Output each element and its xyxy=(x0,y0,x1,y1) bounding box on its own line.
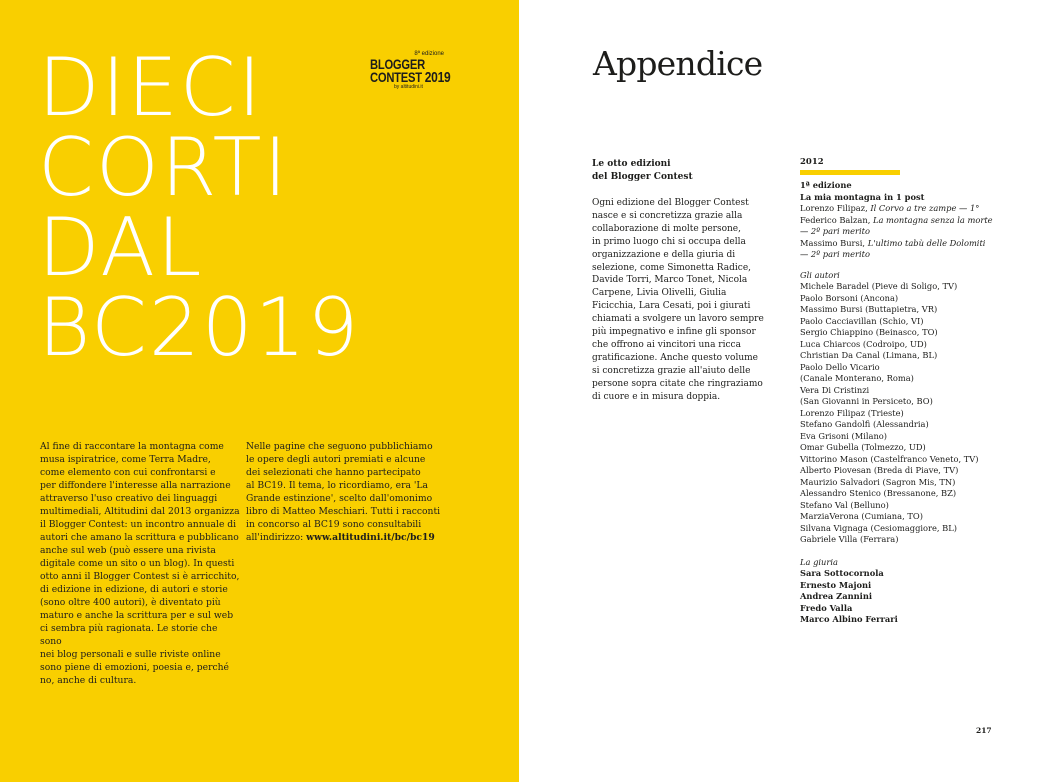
body-line: che offrono ai vincitori una ricca xyxy=(592,339,741,350)
logo-by: by altitudini.it xyxy=(394,84,423,90)
jury-member: Marco Albino Ferrari xyxy=(800,614,898,624)
body-line: si concretizza grazie all'aiuto delle xyxy=(592,365,751,376)
col2-line: dei selezionati che hanno partecipato xyxy=(246,467,421,478)
bc19-url-link[interactable]: www.altitudini.it/bc/bc19 xyxy=(306,532,435,543)
jury-member: Andrea Zannini xyxy=(800,591,873,601)
author-item: Massimo Bursi (Buttapietra, VR) xyxy=(800,304,938,314)
col1-line: multimediali, Altitudini dal 2013 organizza xyxy=(40,506,240,517)
authors-label: Gli autori xyxy=(800,269,840,280)
winner-row xyxy=(800,237,986,250)
author-item: Gabriele Villa (Ferrara) xyxy=(800,534,899,544)
jury-member: Fredo Valla xyxy=(800,602,853,613)
big-title xyxy=(38,41,361,374)
col1-line: maturo e anche la scrittura per e sul web xyxy=(40,610,234,621)
logo-line-blogger: BLOGGER xyxy=(370,56,425,72)
col1-line: anche sul web (può essere una rivista xyxy=(40,545,216,556)
author-item: Sergio Chiappino (Beinasco, TO) xyxy=(800,327,938,337)
body-line: Ogni edizione del Blogger Contest xyxy=(592,198,749,208)
jury-member: Ernesto Majoni xyxy=(800,579,872,590)
logo-contest-word: CONTEST xyxy=(370,69,422,85)
author-item: (San Giovanni in Persiceto, BO) xyxy=(800,396,933,406)
edition-2012-list xyxy=(800,180,993,626)
title-line-2: CORTI xyxy=(38,121,290,214)
jury-member: Sara Sottocornola xyxy=(800,568,884,578)
body-line: in primo luogo chi si occupa della xyxy=(592,236,746,247)
logo-line-contest xyxy=(370,69,451,86)
winner-row xyxy=(800,203,980,215)
intro-column-1 xyxy=(40,440,240,687)
author-item: Omar Gubella (Tolmezzo, UD) xyxy=(800,442,926,452)
winner-work: Il Corvo a tre zampe — 1° xyxy=(870,203,980,213)
author-item: Alessandro Stenico (Bressanone, BZ) xyxy=(800,488,957,498)
year-label: 2012 xyxy=(800,157,824,167)
body-line: Carpene, Livia Olivelli, Giulia xyxy=(592,288,727,299)
body-line: più impegnativo e infine gli sponsor xyxy=(592,327,756,338)
col1-line: di edizione in edizione, di autori e storie xyxy=(40,584,228,595)
author-item: Alberto Piovesan (Breda di Piave, TV) xyxy=(800,465,959,475)
page-number: 217 xyxy=(976,726,992,735)
col1-line: (sono oltre 400 autori), è diventato più xyxy=(40,597,221,608)
body-line: chiamati a svolgere un lavoro sempre xyxy=(592,314,764,325)
col1-line: no, anche di cultura. xyxy=(40,675,137,686)
winner-name: Massimo Bursi, xyxy=(800,237,868,248)
logo-edition: 8ª edizione xyxy=(414,51,444,57)
col1-line: Al fine di raccontare la montagna come xyxy=(40,441,224,452)
col1-line: attraverso l'uso creativo dei linguaggi xyxy=(40,493,218,504)
author-item: MarziaVerona (Cumiana, TO) xyxy=(800,511,923,521)
title-line-1: DIECI xyxy=(38,41,264,134)
col1-line: ci sembra più ragionata. Le storie che sono xyxy=(40,623,218,647)
body-line: di cuore e in misura doppia. xyxy=(592,391,721,402)
col2-line: in concorso al BC19 sono consultabili xyxy=(246,519,422,530)
col1-line: come elemento con cui confrontarsi e xyxy=(40,467,216,478)
winner-work: L'ultimo tabù delle Dolomiti xyxy=(867,237,986,248)
author-item: Paolo Dello Vicario xyxy=(800,361,880,372)
author-item: Lorenzo Filipaz (Trieste) xyxy=(800,407,904,418)
body-line: selezione, come Simonetta Radice, xyxy=(592,262,752,273)
winner-rank: — 2º pari merito xyxy=(800,249,870,259)
body-line: Davide Torri, Marco Tonet, Nicola xyxy=(592,275,748,286)
body-line: gratificazione. Anche questo volume xyxy=(592,352,758,363)
col1-line: il Blogger Contest: un incontro annuale di xyxy=(40,519,237,530)
author-item: Silvana Vignaga (Cesiomaggiore, BL) xyxy=(800,522,958,533)
col2-line: al BC19. Il tema, lo ricordiamo, era 'La xyxy=(246,480,428,491)
author-item: Michele Baradel (Pieve di Soligo, TV) xyxy=(800,281,958,291)
col1-line: nei blog personali e sulle riviste online xyxy=(40,649,221,660)
logo-year: 2019 xyxy=(424,69,451,86)
body-line: organizzazione e della giuria di xyxy=(592,249,736,260)
year-underline-bar xyxy=(800,170,900,175)
spacer xyxy=(800,546,980,557)
col2-last-line xyxy=(246,531,446,544)
edition-label: 1ª edizione xyxy=(800,180,852,190)
appendice-title: Appendice xyxy=(593,44,763,83)
intro-column-2 xyxy=(246,440,446,544)
author-item: Luca Chiarcos (Codroipo, UD) xyxy=(800,338,927,349)
author-item: (Canale Monterano, Roma) xyxy=(800,373,914,383)
section-heading xyxy=(592,158,693,184)
winner-row xyxy=(800,214,993,227)
section-heading-line-1: Le otto edizioni xyxy=(592,159,671,169)
body-line: Ficicchia, Lara Cesati, poi i giurati xyxy=(592,301,751,312)
winner-name: Lorenzo Filipaz, xyxy=(800,203,871,213)
author-item: Vera Di Cristinzi xyxy=(800,384,870,395)
col2-line: Nelle pagine che seguono pubblichiamo xyxy=(246,441,433,452)
col1-line: musa ispiratrice, come Terra Madre, xyxy=(40,454,211,465)
author-item: Stefano Gandolfi (Alessandria) xyxy=(800,419,929,429)
author-item: Vittorino Mason (Castelfranco Veneto, TV) xyxy=(800,453,979,464)
col2-line: libro di Matteo Meschiari. Tutti i racconti xyxy=(246,506,441,517)
author-item: Christian Da Canal (Limana, BL) xyxy=(800,350,938,360)
col2-line: Grande estinzione', scelto dall'omonimo xyxy=(246,493,433,504)
winner-name: Federico Balzan, xyxy=(800,214,873,225)
jury-label: La giuria xyxy=(800,556,838,567)
author-item: Maurizio Salvadori (Sagron Mis, TN) xyxy=(800,476,956,487)
author-item: Paolo Borsoni (Ancona) xyxy=(800,292,899,303)
col1-line: digitale come un sito o un blog). In questi xyxy=(40,558,235,569)
col1-line: sono piene di emozioni, poesia e, perché xyxy=(40,662,229,673)
section-heading-line-2: del Blogger Contest xyxy=(592,172,693,182)
spacer xyxy=(800,261,980,270)
col2-line: le opere degli autori premiati e alcune xyxy=(246,454,426,465)
author-item: Stefano Val (Belluno) xyxy=(800,499,889,510)
blogger-contest-logo xyxy=(370,50,452,91)
appendice-body xyxy=(592,197,780,404)
title-line-3: DAL xyxy=(38,201,204,294)
winner-rank: — 2º pari merito xyxy=(800,226,870,236)
col1-line: autori che amano la scrittura e pubblicano xyxy=(40,532,239,543)
col1-line: per diffondere l'interesse alla narrazione xyxy=(40,480,231,491)
col2-url-prefix: all'indirizzo: xyxy=(246,532,307,543)
body-line: nasce e si concretizza grazie alla xyxy=(592,210,743,221)
body-line: persone sopra citate che ringraziamo xyxy=(592,378,763,389)
contest-title: La mia montagna in 1 post xyxy=(800,191,925,202)
title-line-4: BC2019 xyxy=(38,281,361,374)
author-item: Paolo Cacciavillan (Schio, VI) xyxy=(800,315,924,326)
author-item: Eva Grisoni (Milano) xyxy=(800,430,888,441)
col1-line: otto anni il Blogger Contest si è arricchito, xyxy=(40,571,240,582)
body-line: collaborazione di molte persone, xyxy=(592,223,741,234)
winner-work: La montagna senza la morte xyxy=(872,214,993,225)
